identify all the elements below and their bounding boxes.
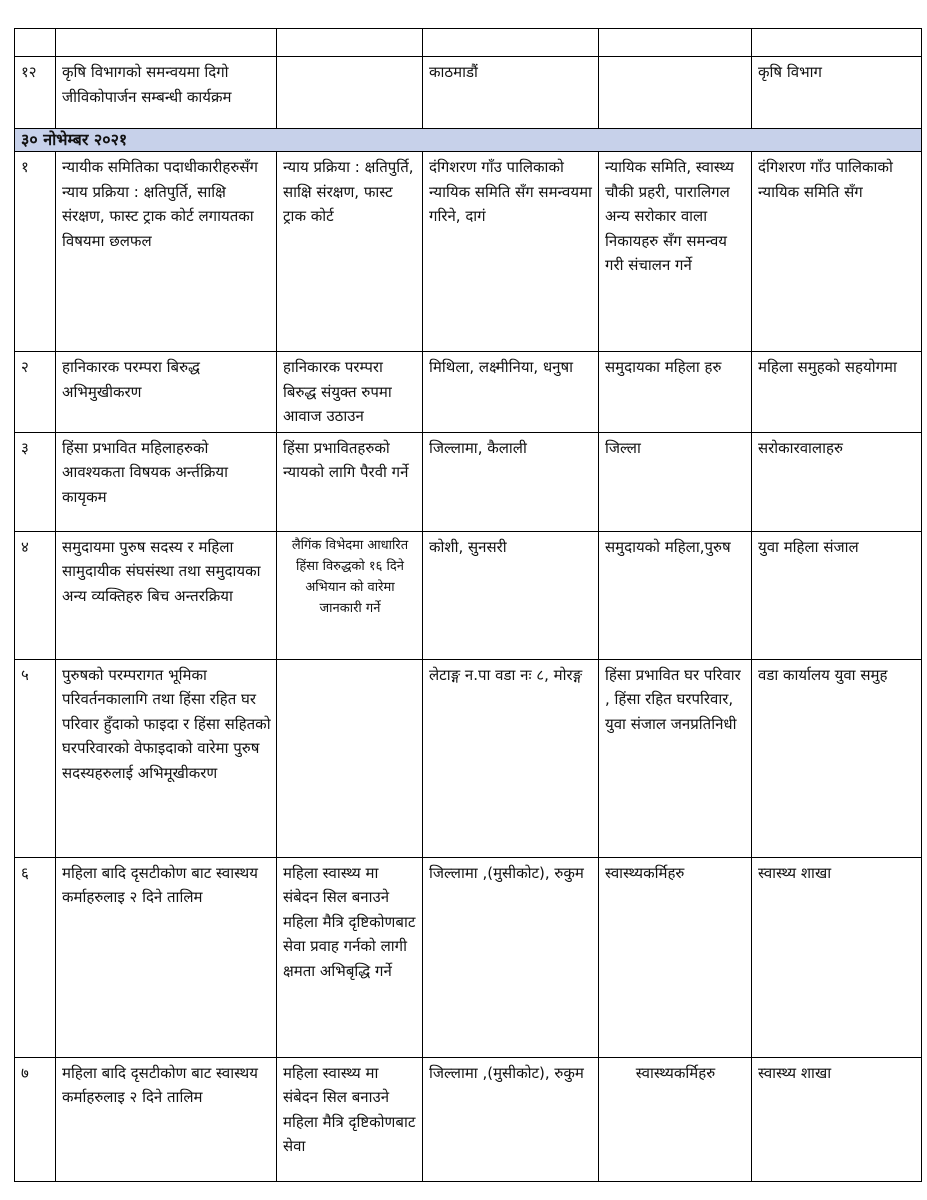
participants-cell: स्वास्थ्यकर्मिहरु [599, 857, 752, 1057]
participants-cell: समुदायका महिला हरु [599, 352, 752, 433]
activity-cell: न्यायीक समितिका पदाधीकारीहरुसँग न्याय प्रक्रिया : क्षतिपुर्ति, साक्षि संरक्षण, फास्ट ट्राक कोर्ट लगायतका विषयमा छलफल [56, 152, 277, 352]
participants-cell: न्यायिक समिति, स्वास्थ्य चौकी प्रहरी, पारालिगल अन्य सरोकार वाला निकायहरु सँग समन्वय गरी संचालन गर्ने [599, 152, 752, 352]
activity-cell: महिला बादि दृसटीकोण बाट स्वास्थय कर्माहरुलाइ २ दिने तालिम [56, 1057, 277, 1181]
row-number: १२ [15, 57, 56, 129]
table-row [15, 29, 922, 57]
activity-cell: हिंसा प्रभावित महिलाहरुको आवश्यकता विषयक अर्न्तक्रिया कायृकम [56, 432, 277, 531]
location-cell: दंगिशरण गाँउ पालिकाको न्यायिक समिति सँग समन्वयमा गरिने, दागं [423, 152, 599, 352]
table-row [15, 1057, 922, 1181]
topic-cell: हिंसा प्रभावितहरुको न्यायको लागि पैरवी गर्ने [277, 432, 423, 531]
topic-cell: हानिकारक परम्परा बिरुद्ध संयुक्त रुपमा आवाज उठाउन [277, 352, 423, 433]
location-cell: लेटाङ्ग न.पा वडा नः ८, मोरङ्ग [423, 659, 599, 857]
partner-cell: कृषि विभाग [752, 57, 922, 129]
topic-cell: महिला स्वास्थ्य मा संबेदन सिल बनाउने महिला मैत्रि दृष्टिकोणबाट सेवा [277, 1057, 423, 1181]
row-number [15, 29, 56, 57]
topic-cell [277, 29, 423, 57]
table-row [15, 152, 922, 352]
participants-cell: समुदायको महिला,पुरुष [599, 531, 752, 659]
table-row [15, 659, 922, 857]
row-number: ५ [15, 659, 56, 857]
partner-cell: सरोकारवालाहरु [752, 432, 922, 531]
date-header: ३० नोभेम्बर २०२१ [15, 129, 922, 152]
location-cell: जिल्लामा ,(मुसीकोट), रुकुम [423, 1057, 599, 1181]
location-cell [423, 29, 599, 57]
location-cell: काठमाडौं [423, 57, 599, 129]
row-number: ६ [15, 857, 56, 1057]
activity-cell: पुरुषको परम्परागत भूमिका परिवर्तनकालागि तथा हिंसा रहित घर परिवार हुँदाको फाइदा र हिंसा सहितको घरपरिवारको वेफाइदाको वारेमा पुरुष सदस्यहरुलाई अभिमूखीकरण [56, 659, 277, 857]
participants-cell [599, 29, 752, 57]
row-number: ३ [15, 432, 56, 531]
activity-cell: समुदायमा पुरुष सदस्य र महिला सामुदायीक संघसंस्था तथा समुदायका अन्य व्यक्तिहरु बिच अन्तरक्रिया [56, 531, 277, 659]
partner-cell: दंगिशरण गाँउ पालिकाको न्यायिक समिति सँग [752, 152, 922, 352]
topic-cell: न्याय प्रक्रिया : क्षतिपुर्ति, साक्षि संरक्षण, फास्ट ट्राक कोर्ट [277, 152, 423, 352]
location-cell: कोशी, सुनसरी [423, 531, 599, 659]
partner-cell: महिला समुहको सहयोगमा [752, 352, 922, 433]
participants-cell: हिंसा प्रभावित घर परिवार , हिंसा रहित घरपरिवार, युवा संजाल जनप्रतिनिधी [599, 659, 752, 857]
table-row [15, 57, 922, 129]
table-row [15, 432, 922, 531]
partner-cell: वडा कार्यालय युवा समुह [752, 659, 922, 857]
location-cell: जिल्लामा, कैलाली [423, 432, 599, 531]
partner-cell: स्वास्थ्य शाखा [752, 1057, 922, 1181]
participants-cell: स्वास्थ्यकर्मिहरु [599, 1057, 752, 1181]
activity-cell [56, 29, 277, 57]
row-number: १ [15, 152, 56, 352]
activity-cell: महिला बादि दृसटीकोण बाट स्वास्थय कर्माहरुलाइ २ दिने तालिम [56, 857, 277, 1057]
participants-cell [599, 57, 752, 129]
location-cell: जिल्लामा ,(मुसीकोट), रुकुम [423, 857, 599, 1057]
activity-cell: हानिकारक परम्परा बिरुद्ध अभिमुखीकरण [56, 352, 277, 433]
partner-cell: युवा महिला संजाल [752, 531, 922, 659]
row-number: ४ [15, 531, 56, 659]
row-number: ७ [15, 1057, 56, 1181]
date-header-row [15, 129, 922, 152]
partner-cell: स्वास्थ्य शाखा [752, 857, 922, 1057]
table-row [15, 531, 922, 659]
location-cell: मिथिला, लक्ष्मीनिया, धनुषा [423, 352, 599, 433]
topic-cell: लैगिंक विभेदमा आधारित हिंसा विरुद्धको १६ दिने अभियान को वारेमा जानकारी गर्ने [277, 531, 423, 659]
table-row [15, 352, 922, 433]
participants-cell: जिल्ला [599, 432, 752, 531]
topic-cell [277, 659, 423, 857]
topic-cell [277, 57, 423, 129]
row-number: २ [15, 352, 56, 433]
activity-table [14, 28, 922, 1182]
topic-cell: महिला स्वास्थ्य मा संबेदन सिल बनाउने महिला मैत्रि दृष्टिकोणबाट सेवा प्रवाह गर्नको लागी क्षमता अभिबृद्धि गर्ने [277, 857, 423, 1057]
table-row [15, 857, 922, 1057]
activity-cell: कृषि विभागको समन्वयमा दिगो जीविकोपार्जन सम्बन्धी कार्यक्रम [56, 57, 277, 129]
partner-cell [752, 29, 922, 57]
